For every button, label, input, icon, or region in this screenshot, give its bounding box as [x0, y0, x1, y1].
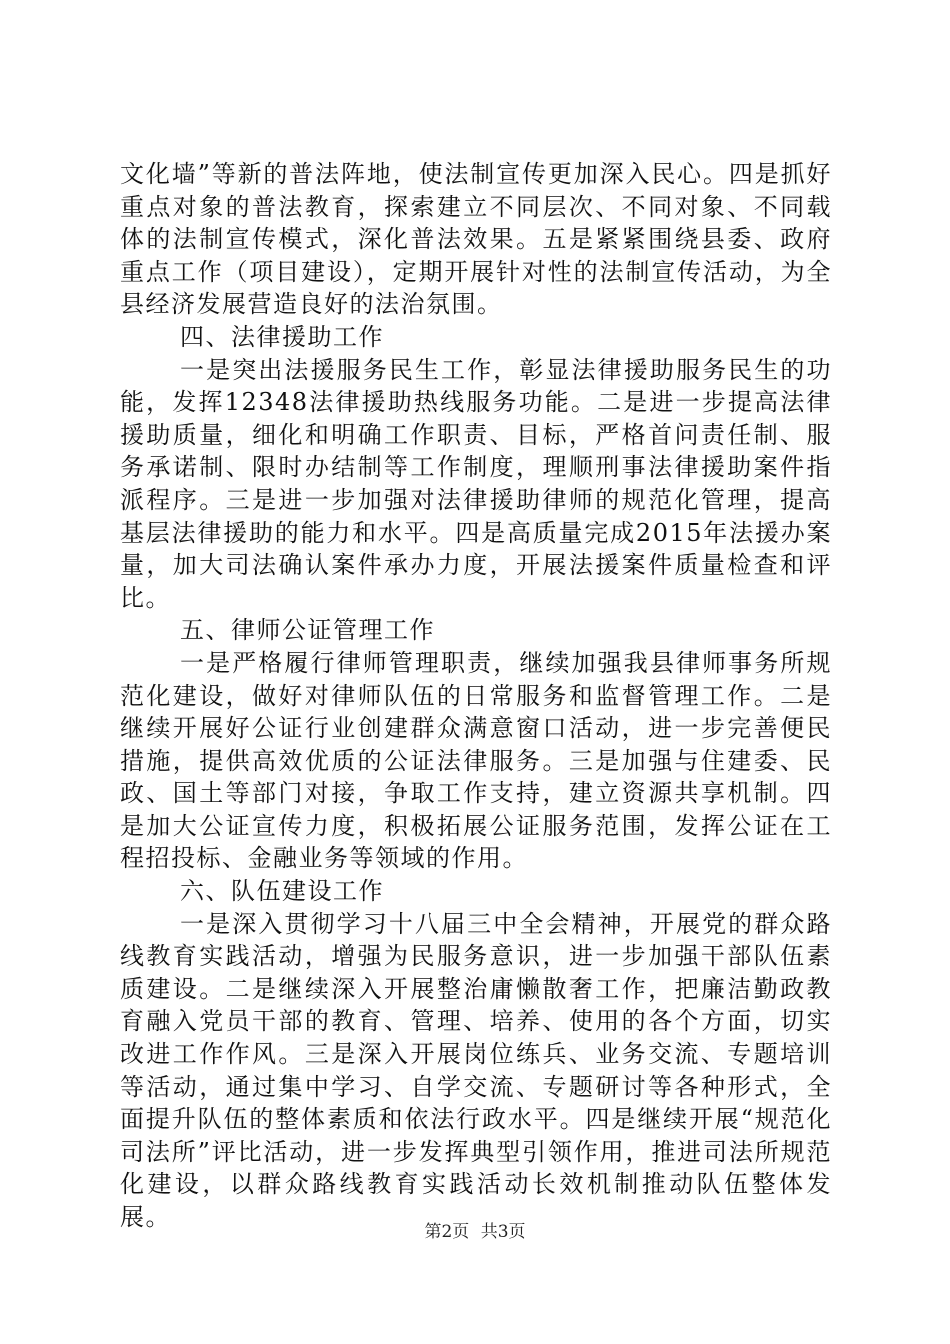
body-paragraph: 一是突出法援服务民生工作，彰显法律援助服务民生的功能，发挥12348法律援助热线服务功能。二是进一步提高法律援助质量，细化和明确工作职责、目标，严格首问责任制、服务承诺制、限时办结制等工作制度，理顺刑事法律援助案件指派程序。三是进一步加强对法律援助律师的规范化管理，提高基层法律援助的能力和水平。四是高质量完成2015年法援办案量，加大司法确认案件承办力度，开展法援案件质量检查和评比。: [120, 355, 832, 612]
section-heading: 五、律师公证管理工作: [180, 616, 435, 645]
section-heading: 四、法律援助工作: [180, 322, 384, 351]
page-number: 第2页: [424, 1222, 470, 1242]
section-heading: 六、队伍建设工作: [180, 877, 384, 906]
body-paragraph: 文化墙”等新的普法阵地，使法制宣传更加深入民心。四是抓好重点对象的普法教育，探索建立不同层次、不同对象、不同载体的法制宣传模式，深化普法效果。五是紧紧围绕县委、政府重点工作（项目建设），定期开展针对性的法制宣传活动，为全县经济发展营造良好的法治氛围。: [120, 160, 832, 319]
document-body: [120, 158, 832, 1234]
body-paragraph: 一是严格履行律师管理职责，继续加强我县律师事务所规范化建设，做好对律师队伍的日常服务和监督管理工作。二是继续开展好公证行业创建群众满意窗口活动，进一步完善便民措施，提供高效优质的公证法律服务。三是加强与住建委、民政、国土等部门对接，争取工作支持，建立资源共享机制。四是加大公证宣传力度，积极拓展公证服务范围，发挥公证在工程招投标、金融业务等领域的作用。: [120, 648, 832, 873]
body-paragraph: 一是深入贯彻学习十八届三中全会精神，开展党的群众路线教育实践活动，增强为民服务意识，进一步加强干部队伍素质建设。二是继续深入开展整治庸懒散奢工作，把廉洁勤政教育融入党员干部的教育、管理、培养、使用的各个方面，切实改进工作作风。三是深入开展岗位练兵、业务交流、专题培训等活动，通过集中学习、自学交流、专题研讨等各种形式，全面提升队伍的整体素质和依法行政水平。四是继续开展“规范化司法所”评比活动，进一步发挥典型引领作用，推进司法所规范化建设，以群众路线教育实践活动长效机制推动队伍整体发展。: [120, 909, 832, 1231]
page-total: 共3页: [480, 1222, 526, 1242]
page-footer: [0, 1217, 950, 1242]
